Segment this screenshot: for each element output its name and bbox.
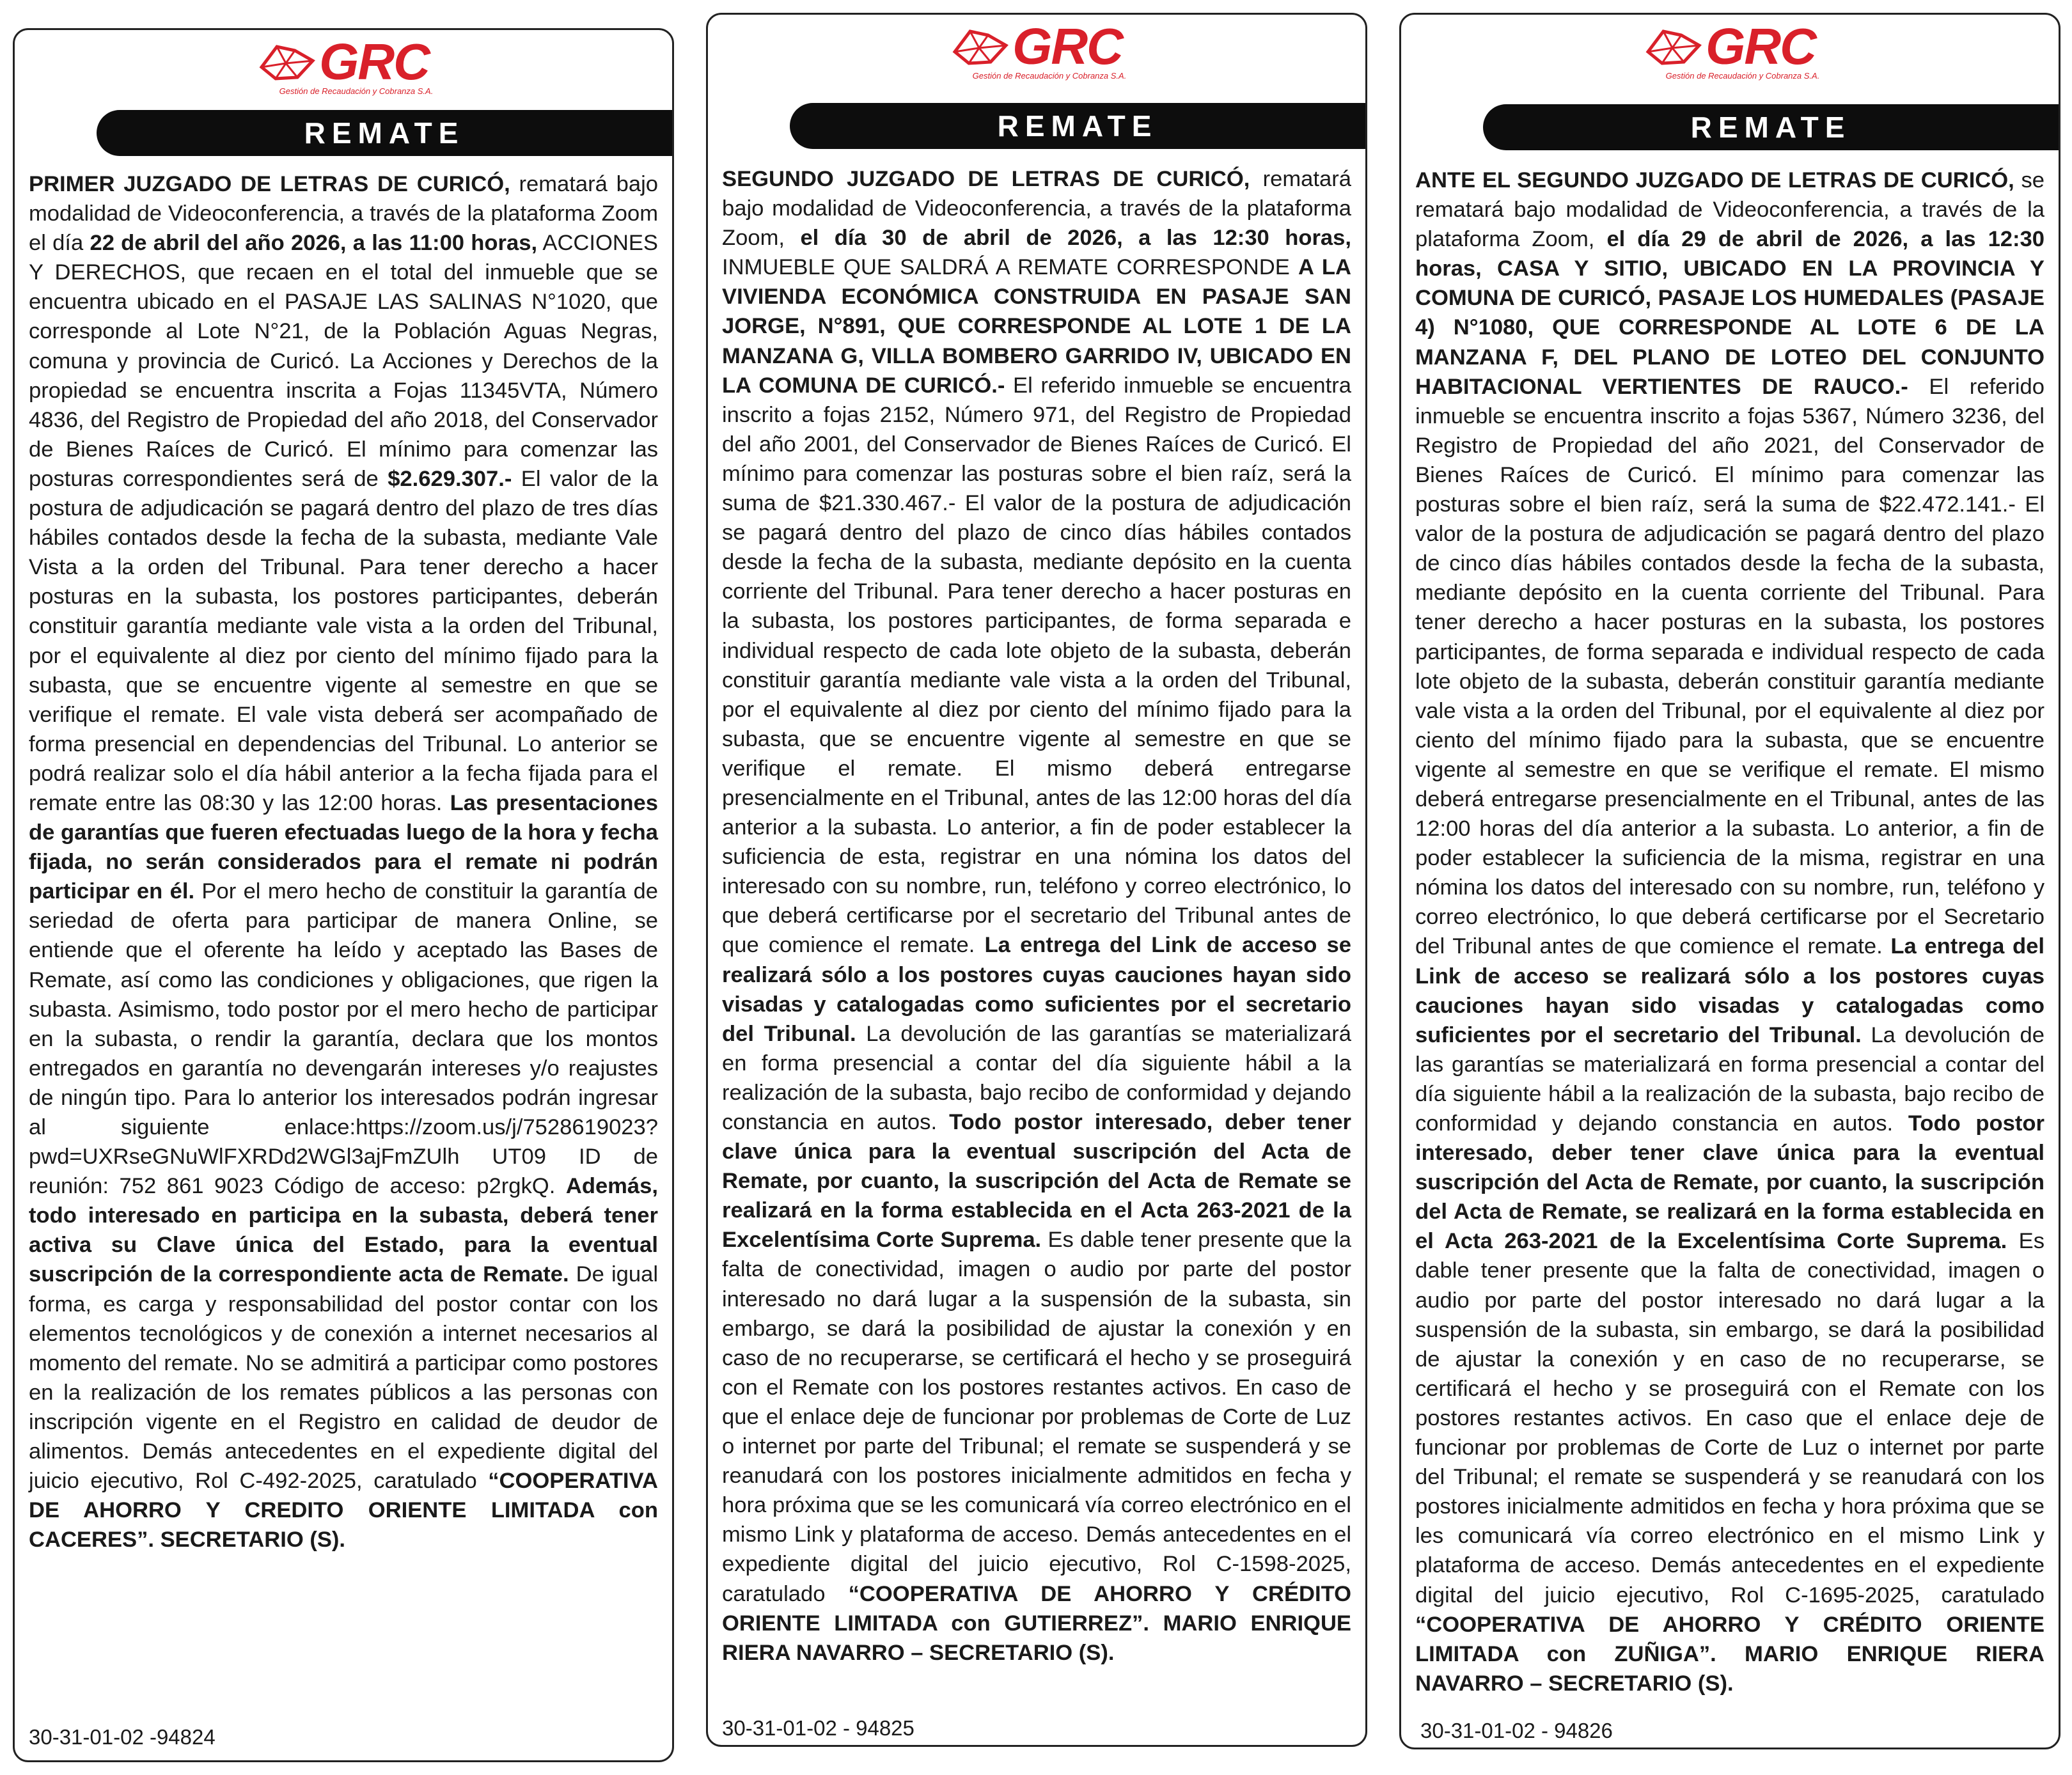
- bold-text-segment: 22 de abril del año 2026, a las 11:00 horas,: [90, 231, 538, 256]
- auction-notice-3: [1399, 13, 2060, 1749]
- text-segment: rematará bajo modalidad de Videoconferencia, a través de la plataforma Zoom,: [722, 167, 1351, 251]
- grc-logo: [1401, 15, 2059, 91]
- grc-logo: [15, 30, 672, 107]
- notice-body: [1415, 166, 2045, 1698]
- text-segment: La devolución de las garantías se materializará en forma presencial a contar del día siguiente hábil a la realización de la subasta, bajo recibo de conformidad y dejando constancia en autos.: [1415, 1022, 2045, 1136]
- auction-notice-2: [706, 13, 1367, 1747]
- reference-code: 30-31-01-02 - 94825: [722, 1716, 914, 1740]
- reference-code: 30-31-01-02 - 94826: [1420, 1719, 1613, 1742]
- text-segment: El valor de la postura de adjudicación se pagará dentro del plazo de tres días hábiles contados desde la fecha de la subasta, mediante Vale Vista a la orden del Tribunal. Para tener derecho a hacer posturas en la subasta, los postores participantes, deberán constituir garantía mediante vale vista a la orden del Tribunal, por el equivalente al diez por ciento del mínimo fijado para la subasta, que se encuentre vigente al semestre en que se verifique el remate. El vale vista deberá ser acompañado de forma presencial en dependencias del Tribunal. Lo anterior se podrá realizar solo el día hábil anterior a la fecha fijada para el remate entre las 08:30 y las 12:00 horas.: [29, 466, 659, 815]
- text-segment: ACCIONES Y DERECHOS, que recaen en el total del inmueble que se encuentra ubicado en el PASAJE LAS SALINAS N°1020, que corresponde al Lote N°21, de la Población Aguas Negras, comuna y provincia de Curicó. La Acciones y Derechos de la propiedad se encuentra inscrita a Fojas 11345VTA, Número 4836, del Registro de Propiedad del año 2018, del Conservador de Bienes Raíces de Curicó. El mínimo para comenzar las posturas correspondientes será de: [29, 231, 658, 491]
- bold-text-segment: Todo postor interesado, deber tener clave única para la eventual suscripción del Acta de Remate, por cuanto, la suscripción del Acta de Remate, se realizará en la forma establecida en el Acta 263-2021 de la Excelentísima Corte Suprema.: [1415, 1111, 2045, 1254]
- bold-text-segment: el día 30 de abril de 2026, a las 12:30 horas,: [800, 226, 1351, 251]
- bold-text-segment: “COOPERATIVA DE AHORRO Y CRÉDITO ORIENTE LIMITADA con GUTIERREZ”. MARIO ENRIQUE RIERA NAVARRO – SECRETARIO (S).: [722, 1581, 1351, 1665]
- logo-wordmark: GRC: [319, 33, 429, 90]
- reference-code: 30-31-01-02 -94824: [29, 1725, 216, 1749]
- text-segment: Es dable tener presente que la falta de conectividad, imagen o audio por parte del postor interesado no dará lugar a la suspensión de la subasta, sin embargo, se dará la posibilidad de ajustar la conexión y en caso de no recuperarse, se certificará el hecho y se proseguirá con el Remate con los postores restantes activos. En caso que el enlace deje de funcionar por problemas de Corte de Luz o internet por parte del Tribunal; el remate se suspenderá y se reanudará con los postores inicialmente admitidos en fecha y hora próxima que se les comunicará vía correo electrónico en el mismo Link y plataforma de acceso. Demás antecedentes en el expediente digital del juicio ejecutivo, Rol C-1695-2025, caratulado: [1415, 1229, 2045, 1607]
- grc-emblem-icon: [951, 26, 1010, 67]
- logo-wordmark: GRC: [1012, 18, 1122, 75]
- text-segment: De igual forma, es carga y responsabilidad del postor contar con los elementos tecnológicos y de conexión a internet necesarios al momento del remate. No se admitirá a participar como postores en la realización de los remates públicos a las personas con inscripción vigente en el Registro en calidad de deudor de alimentos. Demás antecedentes en el expediente digital del juicio ejecutivo, Rol C-492-2025, caratulado: [29, 1262, 658, 1494]
- logo-tagline: Gestión de Recaudación y Cobranza S.A.: [1665, 71, 1820, 81]
- grc-logo: [708, 15, 1365, 91]
- bold-text-segment: La entrega del Link de acceso se realizará sólo a los postores cuyas cauciones hayan sido visadas y catalogadas como suficientes por el secretario del Tribunal.: [1415, 934, 2045, 1047]
- bold-text-segment: el día 29 de abril de 2026, a las 12:30 horas, CASA Y SITIO, UBICADO EN LA PROVINCIA Y COMUNA DE CURICÓ, PASAJE LOS HUMEDALES (PASAJE 4) N°1080, QUE CORRESPONDE AL LOTE 6 DE LA MANZANA F, DEL PLANO DE LOTEO DEL CONJUNTO HABITACIONAL VERTIENTES DE RAUCO.-: [1415, 227, 2045, 399]
- grc-emblem-icon: [1644, 26, 1703, 67]
- logo-tagline: Gestión de Recaudación y Cobranza S.A.: [972, 71, 1127, 81]
- logo-tagline: Gestión de Recaudación y Cobranza S.A.: [279, 86, 434, 96]
- bold-text-segment: Las presentaciones de garantías que fueren efectuadas luego de la hora y fecha fijada, no serán considerados para el remate ni podrán participar en él.: [29, 790, 658, 904]
- bold-text-segment: $2.629.307.-: [388, 466, 512, 491]
- remate-header: REMATE: [790, 103, 1365, 149]
- text-segment: El referido inmueble se encuentra inscrito a fojas 5367, Número 3236, del Registro de Propiedad del año 2021, del Conservador de Bienes Raíces de Curicó. El mínimo para comenzar las posturas sobre el bien raíz, será la suma de $22.472.141.- El valor de la postura de adjudicación se pagará dentro del plazo de cinco días hábiles contados desde la fecha de la subasta, mediante depósito en la cuenta corriente del Tribunal. Para tener derecho a hacer posturas en la subasta, los postores participantes, de forma separada e individual respecto de cada lote objeto de la subasta, deberán constituir garantía mediante vale vista a la orden del Tribunal, por el equivalente al diez por ciento del mínimo fijado para la subasta, que se encuentre vigente al semestre en que se verifique el remate. El mismo deberá entregarse presencialmente en el Tribunal, antes de las 12:00 horas del día anterior a la subasta. Lo anterior, a fin de poder establecer la suficiencia de la misma, registrar en una nómina los datos del interesado con su nombre, run, teléfono y correo electrónico, lo que deberá certificarse por el Secretario del Tribunal antes de que comience el remate.: [1415, 374, 2045, 959]
- bold-text-segment: ANTE EL SEGUNDO JUZGADO DE LETRAS DE CURICÓ,: [1415, 168, 2014, 192]
- auction-notice-1: [13, 28, 674, 1762]
- notice-body: [29, 169, 658, 1554]
- text-segment: Es dable tener presente que la falta de conectividad, imagen o audio por parte del postor interesado no dará lugar a la suspensión de la subasta, sin embargo, se dará la posibilidad de ajustar la conexión y en caso de no recuperarse, se certificará el hecho y se proseguirá con el Remate con los postores restantes activos. En caso de que el enlace deje de funcionar por problemas de Corte de Luz o internet por parte del Tribunal; el remate se suspenderá y se reanudará con los postores inicialmente admitidos en fecha y hora próxima que se les comunicará vía correo electrónico en el mismo Link y plataforma de acceso. Demás antecedentes en el expediente digital del juicio ejecutivo, Rol C-1598-2025, caratulado: [722, 1228, 1351, 1606]
- notice-body: [722, 164, 1351, 1668]
- logo-wordmark: GRC: [1706, 18, 1816, 75]
- text-segment: se rematará bajo modalidad de Videoconferencia, a través de la plataforma Zoom,: [1415, 168, 2045, 252]
- bold-text-segment: Además, todo interesado en participa en la subasta, deberá tener activa su Clave única del Estado, para la eventual suscripción de la correspondiente acta de Remate.: [29, 1174, 658, 1287]
- bold-text-segment: SEGUNDO JUZGADO DE LETRAS DE CURICÓ,: [722, 167, 1250, 191]
- text-segment: La devolución de las garantías se materializará en forma presencial a contar del día siguiente hábil a la realización de la subasta, bajo recibo de conformidad y dejando constancia en autos.: [722, 1021, 1351, 1134]
- bold-text-segment: “COOPERATIVA DE AHORRO Y CREDITO ORIENTE LIMITADA con CACERES”. SECRETARIO (S).: [29, 1469, 658, 1552]
- remate-header: REMATE: [1483, 104, 2059, 150]
- bold-text-segment: “COOPERATIVA DE AHORRO Y CRÉDITO ORIENTE LIMITADA con ZUÑIGA”. MARIO ENRIQUE RIERA NAVARRO – SECRETARIO (S).: [1415, 1612, 2045, 1696]
- remate-header: REMATE: [97, 110, 672, 156]
- bold-text-segment: PRIMER JUZGADO DE LETRAS DE CURICÓ,: [29, 172, 510, 196]
- bold-text-segment: Todo postor interesado, deber tener clave única para la eventual suscripción del Acta de Remate, por cuanto, la suscripción del Acta de Remate se realizará en la forma establecida en el Acta 263-2021 de la Excelentísima Corte Suprema.: [722, 1110, 1351, 1253]
- text-segment: Por el mero hecho de constituir la garantía de seriedad de oferta para participar de manera Online, se entiende que el oferente ha leído y aceptado las Bases de Remate, así como las condiciones y obligaciones, que rigen la subasta. Asimismo, todo postor por el mero hecho de participar en la subasta, o rendir la garantía, declara que los montos entregados en garantía no devengarán intereses y/o reajustes de ningún tipo. Para lo anterior los interesados podrán ingresar al siguiente enlace:https://zoom.us/j/7528619023?pwd=UXRseGNuWlFXRDd2WGl3ajFmZUlh UT09 ID de reunión: 752 861 9023 Código de acceso: p2rgkQ.: [29, 879, 658, 1199]
- text-segment: rematará bajo modalidad de Videoconferencia, a través de la plataforma Zoom el día: [29, 172, 658, 256]
- bold-text-segment: La entrega del Link de acceso se realizará sólo a los postores cuyas cauciones hayan sido visadas y catalogadas como suficientes por el secretario del Tribunal.: [722, 933, 1352, 1046]
- bold-text-segment: A LA VIVIENDA ECONÓMICA CONSTRUIDA EN PASAJE SAN JORGE, N°891, QUE CORRESPONDE AL LOTE 1 DE LA MANZANA G, VILLA BOMBERO GARRIDO IV, UBICADO EN LA COMUNA DE CURICÓ.-: [722, 255, 1351, 398]
- grc-emblem-icon: [258, 42, 317, 82]
- text-segment: El referido inmueble se encuentra inscrito a fojas 2152, Número 971, del Registro de Propiedad del año 2001, del Conservador de Bienes Raíces de Curicó. El mínimo para comenzar las posturas sobre el bien raíz, será la suma de $21.330.467.- El valor de la postura de adjudicación se pagará dentro del plazo de cinco días hábiles contados desde la fecha de la subasta, mediante depósito en la cuenta corriente del Tribunal. Para tener derecho a hacer posturas en la subasta, los postores participantes, de forma separada e individual respecto de cada lote objeto de la subasta, deberán constituir garantía mediante vale vista a la orden del Tribunal, por el equivalente al diez por ciento del mínimo fijado para la subasta, que se encuentre vigente al semestre en que se verifique el remate. El mismo deberá entregarse presencialmente en el Tribunal, antes de las 12:00 horas del día anterior a la subasta. Lo anterior, a fin de poder establecer la suficiencia de esta, registrar en una nómina los datos del interesado con su nombre, run, teléfono y correo electrónico, lo que deberá certificarse por el secretario del Tribunal antes de que comience el remate.: [722, 373, 1351, 958]
- text-segment: INMUEBLE QUE SALDRÁ A REMATE CORRESPONDE: [722, 255, 1298, 280]
